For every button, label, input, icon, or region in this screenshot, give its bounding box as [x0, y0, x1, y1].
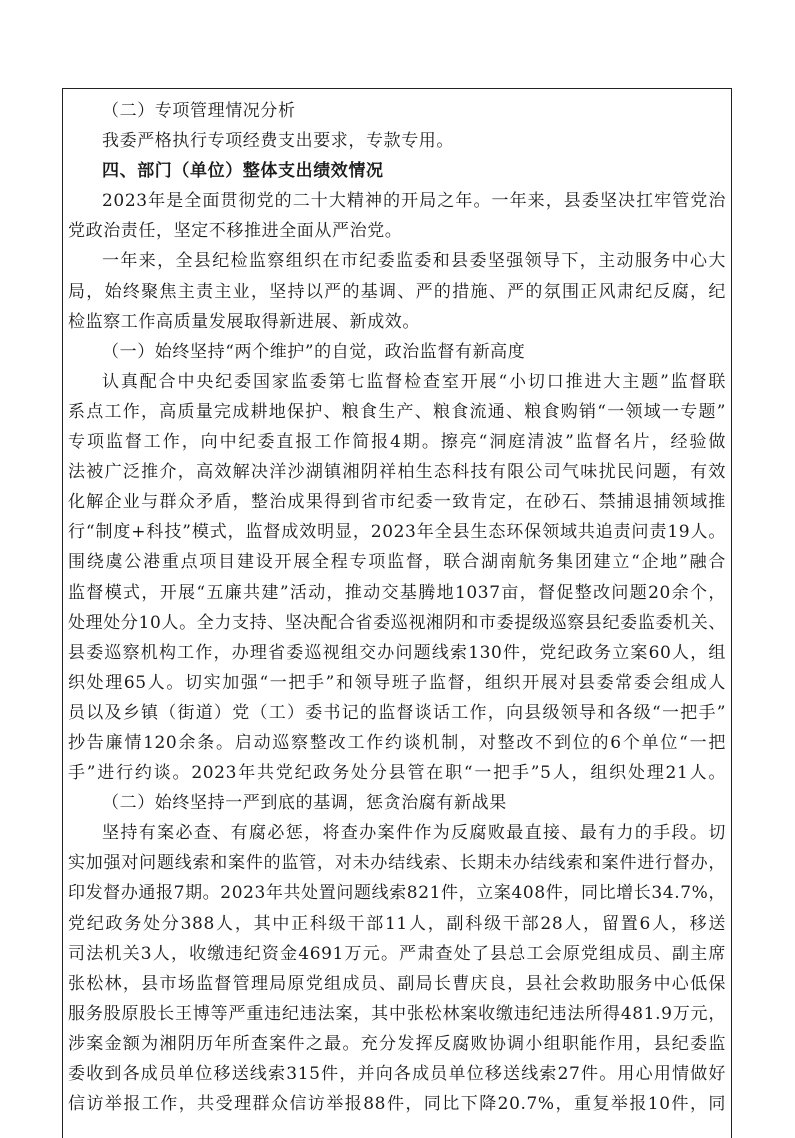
text-line: 认真配合中央纪委国家监委第七监督检查室开展“小切口推进大主题”监督联: [102, 371, 726, 392]
text-line: 织处理65人。切实加强“一把手”和领导班子监督，组织开展对县委常委会组成人: [68, 672, 726, 693]
section-heading: 四、部门（单位）整体支出绩效情况: [102, 161, 384, 182]
text-line: 系点工作，高质量完成耕地保护、粮食生产、粮食流通、粮食购销“一领域一专题”: [68, 401, 726, 422]
text-line: 法被广泛推介，高效解决洋沙湖镇湘阴祥柏生态科技有限公司气味扰民问题，有效: [68, 462, 726, 483]
text-line: 围绕虞公港重点项目建设开展全程专项监督，联合湖南航务集团建立“企地”融合: [68, 552, 726, 573]
text-line: 检监察工作高质量发展取得新进展、新成效。: [68, 311, 420, 332]
text-line: 张松林，县市场监督管理局原党组成员、副局长曹庆良，县社会救助服务中心低保: [68, 973, 726, 994]
text-line: 党纪政务处分388人，其中正科级干部11人，副科级干部28人，留置6人，移送: [68, 913, 726, 934]
text-line: 处理处分10人。全力支持、坚决配合省委巡视湘阴和市委提级巡察县纪委监委机关、: [68, 612, 726, 633]
text-line: 监督模式，开展“五廉共建”活动，推动交基腾地1037亩，督促整改问题20余个，: [68, 582, 726, 603]
text-line: 员以及乡镇（街道）党（工）委书记的监督谈话工作，向县级领导和各级“一把手”: [68, 702, 726, 723]
text-line: 县委巡察机构工作，办理省委巡视组交办问题线索130件，党纪政务立案60人，组: [68, 642, 726, 663]
text-line: 专项监督工作，向中纪委直报工作简报4期。擦亮“洞庭清波”监督名片，经验做: [68, 432, 726, 453]
text-line: （二）专项管理情况分析: [102, 101, 296, 121]
text-line: （二）始终坚持一严到底的基调，惩贪治腐有新战果: [102, 793, 507, 814]
text-line: 委收到各成员单位移送线索315件，并向各成员单位移送线索27件。用心用情做好: [68, 1064, 726, 1084]
text-line: 我委严格执行专项经费支出要求，专款专用。: [102, 131, 454, 152]
text-line: 坚持有案必查、有腐必惩，将查办案件作为反腐败最直接、最有力的手段。切: [102, 823, 726, 844]
text-line: 实加强对问题线索和案件的监管，对未办结线索、长期未办结线索和案件进行督办，: [68, 853, 726, 874]
text-line: 印发督办通报7期。2023年共处置问题线索821件，立案408件，同比增长34.7%，: [68, 883, 726, 904]
text-line: 行“制度+科技”模式，监督成效明显，2023年全县生态环保领域共追责问责19人。: [68, 522, 726, 543]
text-line: 一年来，全县纪检监察组织在市纪委监委和县委坚强领导下，主动服务中心大: [102, 251, 726, 272]
document-body: [68, 96, 726, 1119]
text-line: 化解企业与群众矛盾，整治成果得到省市纪委一致肯定，在砂石、禁捕退捕领域推: [68, 492, 726, 513]
text-line: 局，始终聚焦主责主业，坚持以严的基调、严的措施、严的氛围正风肃纪反腐，纪: [68, 281, 726, 302]
text-line: 涉案金额为湘阴历年所查案件之最。充分发挥反腐败协调小组职能作用，县纪委监: [68, 1033, 726, 1054]
text-line: 信访举报工作，共受理群众信访举报88件，同比下降20.7%，重复举报10件，同: [68, 1094, 726, 1115]
text-line: 抄告廉情120余条。启动巡察整改工作约谈机制，对整改不到位的6个单位“一把: [68, 732, 726, 753]
text-line: （一）始终坚持“两个维护”的自觉，政治监督有新高度: [102, 341, 526, 362]
text-line: 党政治责任，坚定不移推进全面从严治党。: [68, 221, 403, 242]
text-line: 司法机关3人，收缴违纪资金4691万元。严肃查处了县总工会原党组成员、副主席: [68, 943, 726, 964]
text-line: 服务股原股长王博等严重违纪违法案，其中张松林案收缴违纪违法所得481.9万元，: [68, 1003, 726, 1024]
text-line: 2023年是全面贯彻党的二十大精神的开局之年。一年来，县委坚决扛牢管党治: [102, 191, 726, 212]
text-line: 手”进行约谈。2023年共党纪政务处分县管在职“一把手”5人，组织处理21人。: [68, 763, 726, 784]
